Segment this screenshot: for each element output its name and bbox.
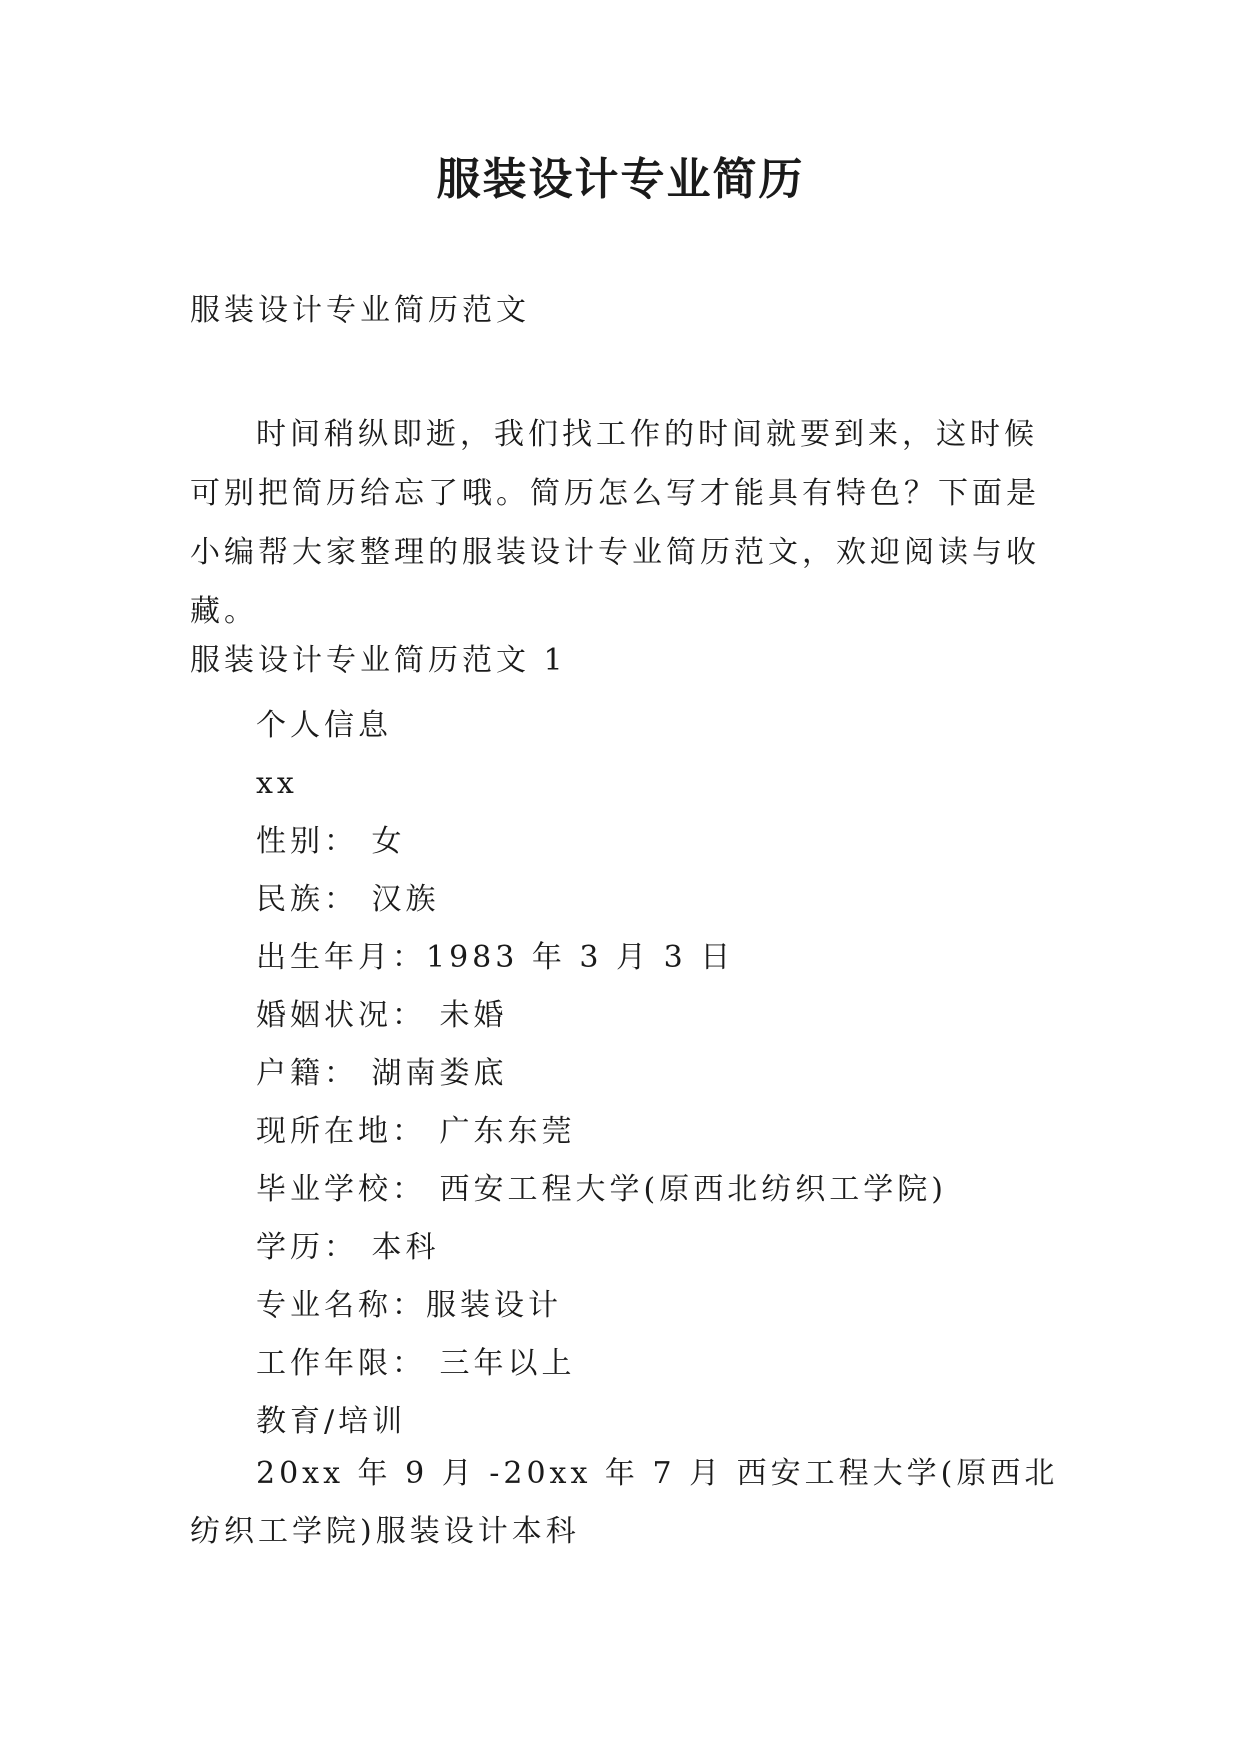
- personal-info-list: [256, 697, 947, 1451]
- education-entry: 20xx 年 9 月 -20xx 年 7 月 西安工程大学(原西北纺织工学院)服装设计本科: [190, 1456, 1059, 1549]
- info-line-school: 毕业学校： 西安工程大学(原西北纺织工学院): [256, 1172, 947, 1207]
- info-line-major: 专业名称：服装设计: [256, 1288, 562, 1323]
- info-line-marital-status: 婚姻状况： 未婚: [256, 998, 508, 1033]
- info-line-education-heading: 教育/培训: [256, 1404, 407, 1439]
- info-line-ethnicity: 民族： 汉族: [256, 882, 440, 917]
- section-heading: 服装设计专业简历范文 1: [190, 643, 567, 678]
- info-line-household-registration: 户籍： 湖南娄底: [256, 1056, 508, 1091]
- info-line-gender: 性别： 女: [256, 824, 406, 859]
- info-line-degree: 学历： 本科: [256, 1230, 440, 1265]
- document-subtitle: 服装设计专业简历范文: [190, 293, 530, 328]
- info-line-personal-info-heading: 个人信息: [256, 708, 392, 743]
- info-line-current-location: 现所在地： 广东东莞: [256, 1114, 576, 1149]
- page-title: 服装设计专业简历: [436, 154, 805, 205]
- intro-paragraph: 时间稍纵即逝，我们找工作的时间就要到来，这时候可别把简历给忘了哦。简历怎么写才能具有特色？下面是小编帮大家整理的服装设计专业简历范文，欢迎阅读与收藏。: [190, 417, 1040, 629]
- info-line-birthdate: 出生年月：1983 年 3 月 3 日: [256, 940, 735, 975]
- info-line-name: xx: [256, 766, 298, 801]
- info-line-work-years: 工作年限： 三年以上: [256, 1346, 576, 1381]
